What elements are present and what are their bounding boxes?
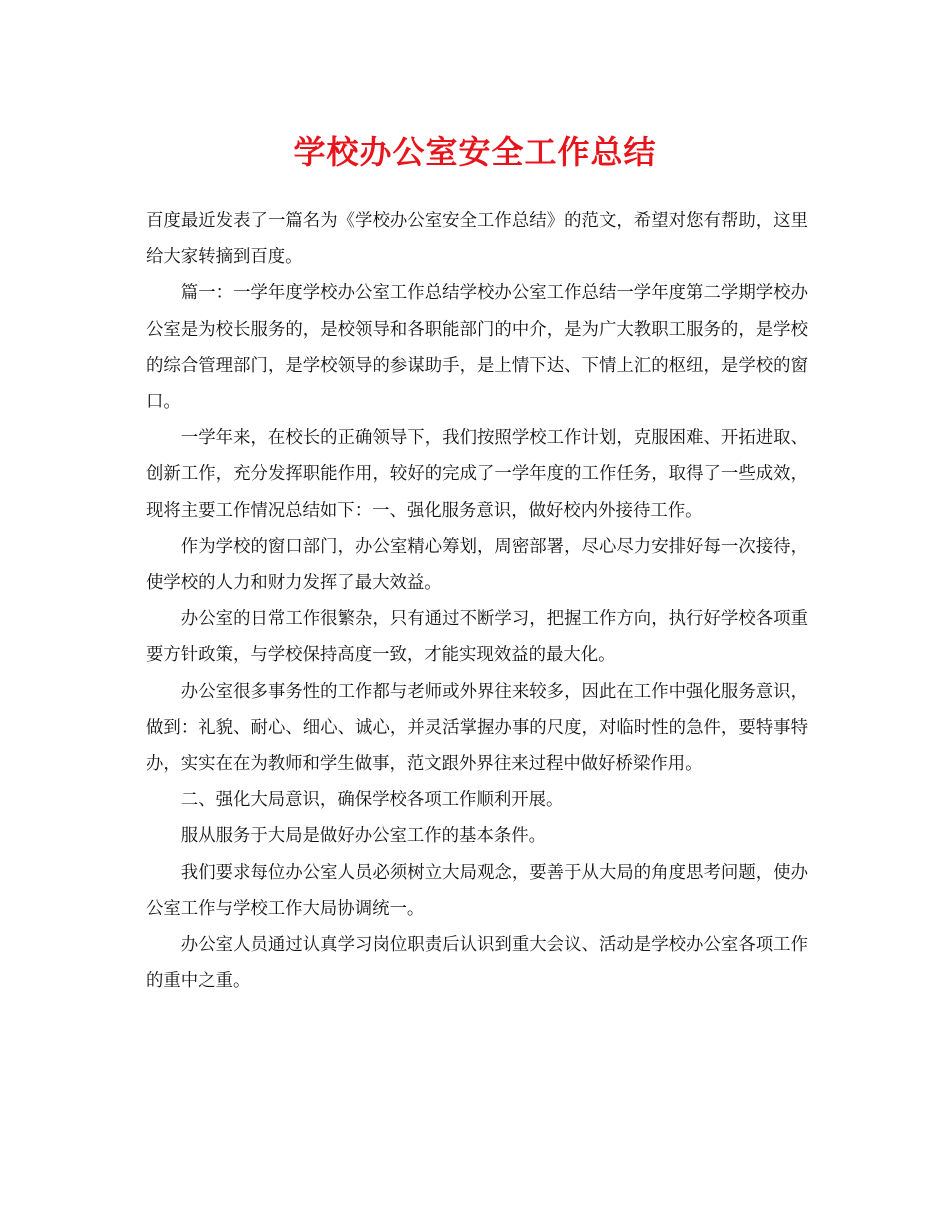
paragraph-3: 作为学校的窗口部门，办公室精心筹划，周密部署，尽心尽力安排好每一次接待，使学校的人力和财力发挥了最大效益。: [146, 536, 808, 594]
paragraph-4: 办公室的日常工作很繁杂，只有通过不断学习，把握工作方向，执行好学校各项重要方针政策，与学校保持高度一致，才能实现效益的最大化。: [146, 609, 808, 666]
document-body: [146, 203, 808, 999]
paragraph-1: 篇一：一学年度学校办公室工作总结学校办公室工作总结一学年度第二学期学校办公室是为校长服务的，是校领导和各职能部门的中介，是为广大教职工服务的，是学校的综合管理部门，是学校领导的参谋助手，是上情下达、下情上汇的枢纽，是学校的窗口。: [146, 283, 808, 413]
paragraph-5: 办公室很多事务性的工作都与老师或外界往来较多，因此在工作中强化服务意识，做到：礼貌、耐心、细心、诚心，并灵活掌握办事的尺度，对临时性的急件，要特事特办，实实在在为教师和学生做事，范文跟外界往来过程中做好桥梁作用。: [146, 681, 808, 775]
paragraph-8: 我们要求每位办公室人员必须树立大局观念，要善于从大局的角度思考问题，使办公室工作与学校工作大局协调统一。: [146, 862, 808, 919]
paragraph-7: 服从服务于大局是做好办公室工作的基本条件。: [180, 826, 547, 847]
paragraph-9: 办公室人员通过认真学习岗位职责后认识到重大会议、活动是学校办公室各项工作的重中之重。: [146, 935, 808, 992]
paragraph-2: 一学年来，在校长的正确领导下，我们按照学校工作计划，克服困难、开拓进取、创新工作，充分发挥职能作用，较好的完成了一学年度的工作任务，取得了一些成效，现将主要工作情况总结如下：一、强化服务意识，做好校内外接待工作。: [146, 428, 808, 521]
document-title: 学校办公室安全工作总结: [293, 133, 657, 171]
paragraph-6: 二、强化大局意识，确保学校各项工作顺利开展。: [180, 790, 564, 811]
paragraph-intro: 百度最近发表了一篇名为《学校办公室安全工作总结》的范文，希望对您有帮助，这里给大家转摘到百度。: [146, 211, 808, 268]
